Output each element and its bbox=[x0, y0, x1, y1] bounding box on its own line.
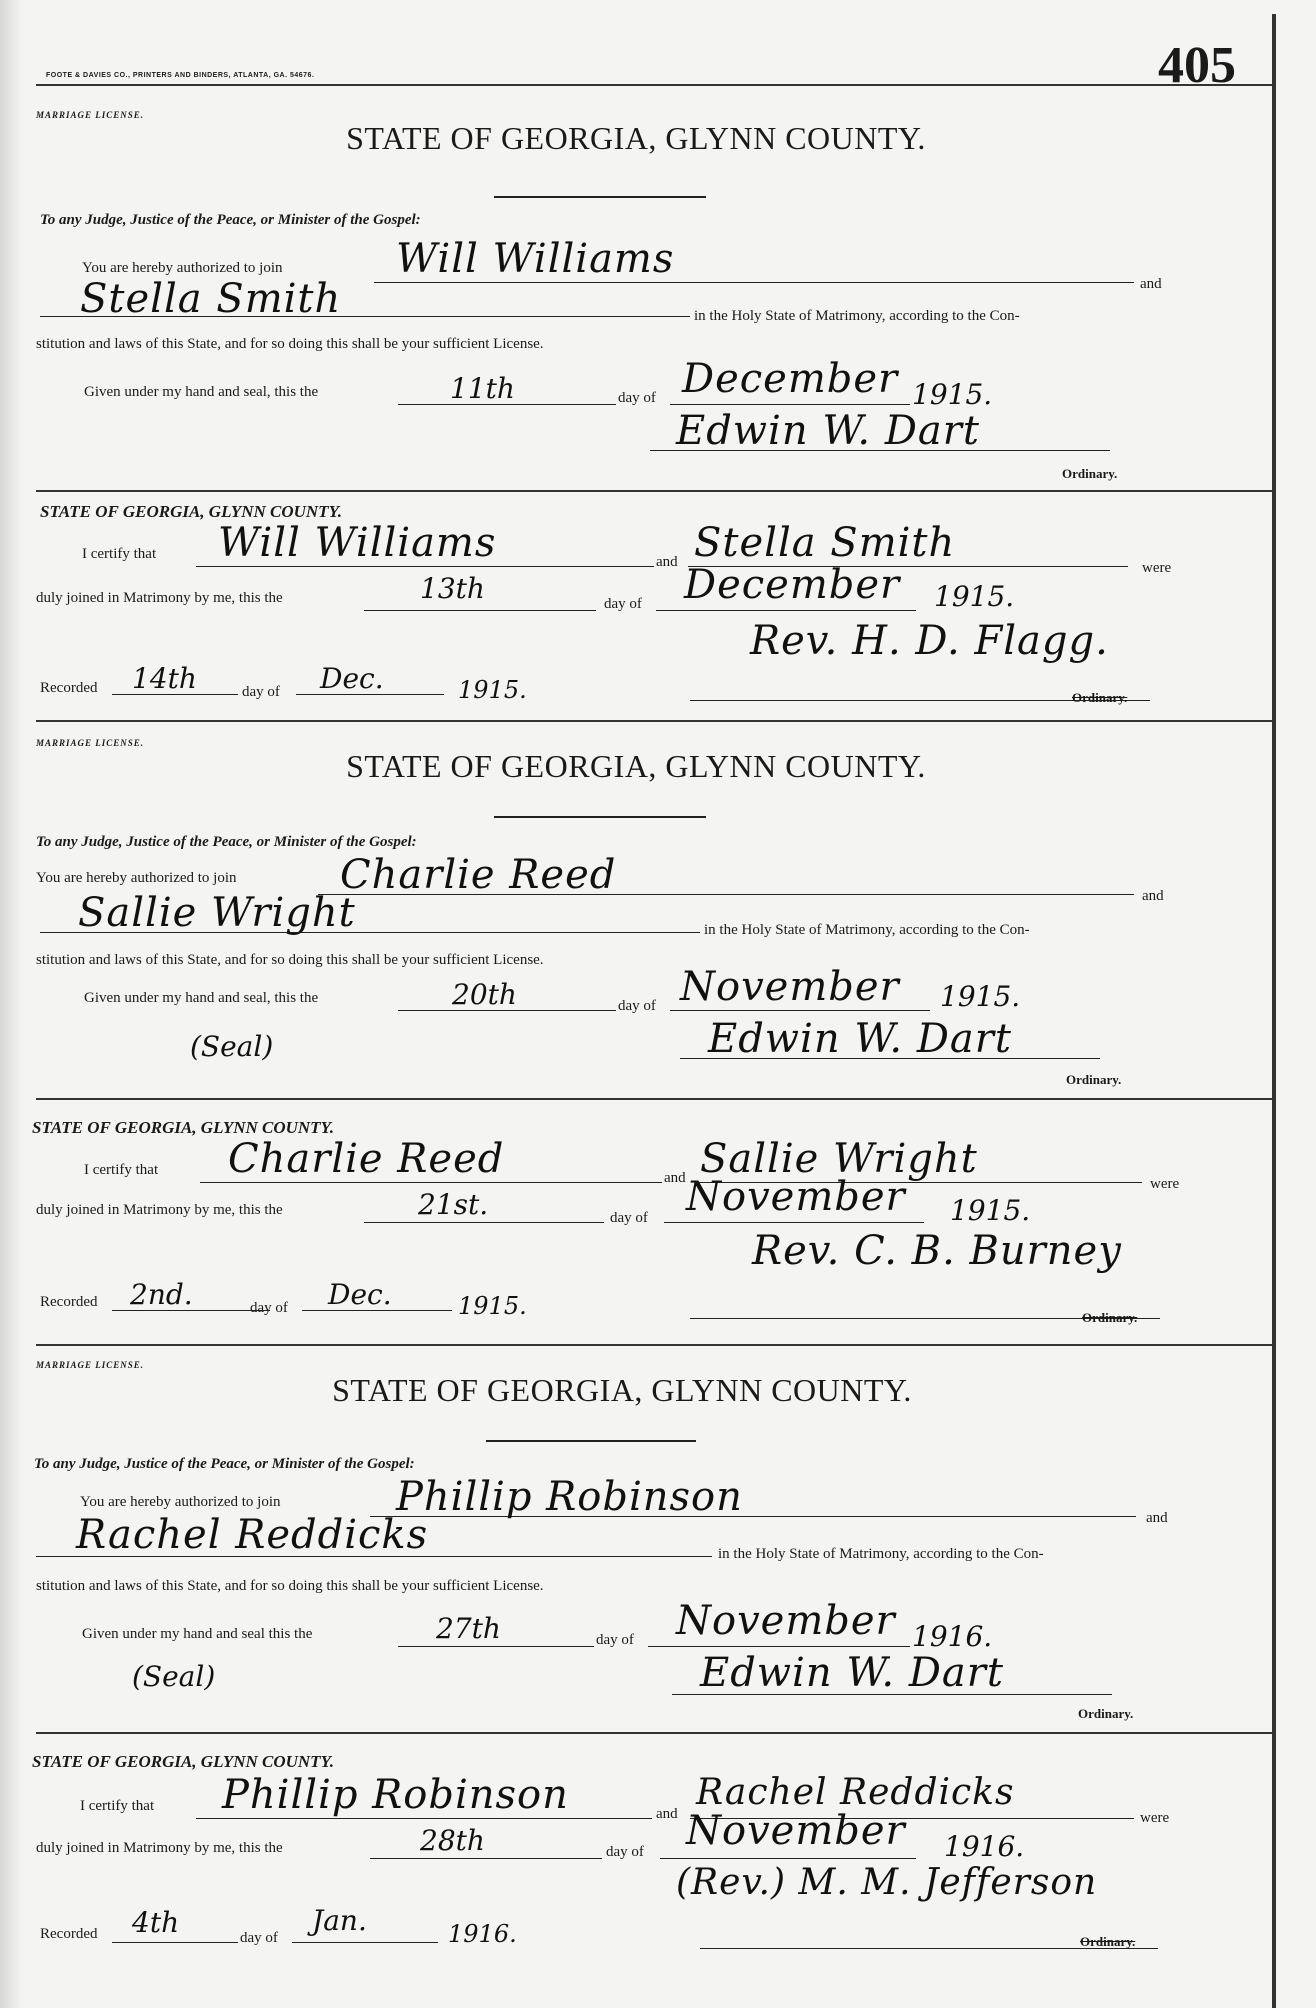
header-rule bbox=[486, 1440, 696, 1442]
cert-bride: Stella Smith bbox=[694, 520, 956, 566]
license-tag: MARRIAGE LICENSE. bbox=[36, 110, 145, 120]
and-label: and bbox=[1142, 888, 1164, 904]
cert-ordinary-label: Ordinary. bbox=[1072, 690, 1128, 705]
cert-groom: Phillip Robinson bbox=[222, 1772, 569, 1818]
married-day: 13th bbox=[420, 572, 485, 605]
header-rule bbox=[494, 816, 706, 818]
duly-label: duly joined in Matrimony by me, this the bbox=[36, 1202, 283, 1218]
certify-label: I certify that bbox=[80, 1798, 155, 1814]
recorded-day: 4th bbox=[132, 1906, 180, 1939]
license-year: 1916. bbox=[912, 1620, 993, 1653]
holy-state-label: in the Holy State of Matrimony, according to the Con- bbox=[718, 1546, 1044, 1562]
were-label: were bbox=[1142, 560, 1172, 576]
cert-groom-line bbox=[196, 566, 654, 567]
holy-state-label: in the Holy State of Matrimony, according to the Con- bbox=[704, 922, 1030, 938]
page-edge-line bbox=[1272, 14, 1276, 2008]
license-month-line bbox=[670, 404, 910, 405]
married-day-line bbox=[364, 610, 596, 611]
cert-groom-line bbox=[200, 1182, 662, 1183]
ordinary-signature: Edwin W. Dart bbox=[700, 1650, 1004, 1696]
cert-bride: Rachel Reddicks bbox=[696, 1772, 1015, 1813]
were-label: were bbox=[1150, 1176, 1180, 1192]
authorized-label: You are hereby authorized to join bbox=[36, 870, 237, 886]
cert-day-of-label: day of bbox=[610, 1210, 648, 1226]
cert-groom: Charlie Reed bbox=[228, 1136, 505, 1182]
ordinary-label: Ordinary. bbox=[1062, 466, 1118, 481]
married-day-line bbox=[370, 1858, 602, 1859]
married-month-line bbox=[656, 610, 916, 611]
license-tag: MARRIAGE LICENSE. bbox=[36, 738, 145, 748]
day-of-label: day of bbox=[596, 1632, 634, 1648]
recorded-day: 14th bbox=[132, 662, 197, 695]
married-year: 1915. bbox=[934, 580, 1015, 613]
given-label: Given under my hand and seal, this the bbox=[84, 990, 319, 1006]
cert-ordinary-label: Ordinary. bbox=[1082, 1310, 1138, 1325]
married-month-line bbox=[660, 1858, 916, 1859]
cert-and-label: and bbox=[664, 1170, 686, 1186]
married-month-line bbox=[664, 1222, 924, 1223]
married-day: 21st. bbox=[418, 1188, 489, 1221]
given-label: Given under my hand and seal this the bbox=[82, 1626, 313, 1642]
cert-ordinary-label: Ordinary. bbox=[1080, 1934, 1136, 1949]
cert-groom-line bbox=[196, 1818, 652, 1819]
married-day-line bbox=[364, 1222, 604, 1223]
license-year: 1915. bbox=[940, 980, 1021, 1013]
license-header: STATE OF GEORGIA, GLYNN COUNTY. bbox=[346, 120, 926, 156]
page-number: 405 bbox=[1158, 37, 1236, 94]
recorded-year: 1915. bbox=[458, 676, 527, 704]
license-year: 1915. bbox=[912, 378, 993, 411]
married-year: 1915. bbox=[950, 1194, 1031, 1227]
recorded-month: Jan. bbox=[312, 1904, 367, 1937]
ordinary-label: Ordinary. bbox=[1078, 1706, 1134, 1721]
bride-name: Sallie Wright bbox=[78, 890, 356, 936]
certify-label: I certify that bbox=[84, 1162, 159, 1178]
recorded-label: Recorded bbox=[40, 1926, 98, 1942]
record-divider bbox=[36, 1344, 1272, 1346]
cert-and-label: and bbox=[656, 554, 678, 570]
certificate-header: STATE OF GEORGIA, GLYNN COUNTY. bbox=[32, 1118, 334, 1137]
section-divider bbox=[36, 490, 1272, 492]
cert-bride: Sallie Wright bbox=[700, 1136, 978, 1182]
and-label: and bbox=[1140, 276, 1162, 292]
page-shadow bbox=[0, 0, 22, 2008]
recorded-label: Recorded bbox=[40, 680, 98, 696]
recorded-day-line bbox=[112, 1942, 238, 1943]
bride-name: Stella Smith bbox=[80, 276, 342, 322]
license-day: 20th bbox=[452, 978, 517, 1011]
to-any-line: To any Judge, Justice of the Peace, or Minister of the Gospel: bbox=[40, 212, 421, 228]
recorded-day-of-label: day of bbox=[250, 1300, 288, 1316]
recorded-month: Dec. bbox=[320, 662, 384, 695]
married-month: November bbox=[686, 1174, 906, 1220]
given-label: Given under my hand and seal, this the bbox=[84, 384, 319, 400]
license-tag: MARRIAGE LICENSE. bbox=[36, 1360, 145, 1370]
officiant-signature: Rev. H. D. Flagg. bbox=[750, 618, 1109, 664]
married-day: 28th bbox=[420, 1824, 485, 1857]
officiant-signature: Rev. C. B. Burney bbox=[752, 1228, 1122, 1274]
ordinary-signature: Edwin W. Dart bbox=[676, 408, 980, 454]
constitution-label: stitution and laws of this State, and for so doing this shall be your sufficient License. bbox=[36, 1578, 544, 1594]
duly-label: duly joined in Matrimony by me, this the bbox=[36, 1840, 283, 1856]
license-month: December bbox=[682, 356, 899, 402]
groom-name: Will Williams bbox=[396, 236, 675, 282]
were-label: were bbox=[1140, 1810, 1170, 1826]
holy-state-label: in the Holy State of Matrimony, according to the Con- bbox=[694, 308, 1020, 324]
license-header: STATE OF GEORGIA, GLYNN COUNTY. bbox=[346, 748, 926, 784]
duly-label: duly joined in Matrimony by me, this the bbox=[36, 590, 283, 606]
authorized-label: You are hereby authorized to join bbox=[80, 1494, 281, 1510]
married-year: 1916. bbox=[944, 1830, 1025, 1863]
day-of-label: day of bbox=[618, 998, 656, 1014]
to-any-line: To any Judge, Justice of the Peace, or Minister of the Gospel: bbox=[36, 834, 417, 850]
authorized-label: You are hereby authorized to join bbox=[82, 260, 283, 276]
cert-day-of-label: day of bbox=[606, 1844, 644, 1860]
printer-line: FOOTE & DAVIES CO., PRINTERS AND BINDERS, ATLANTA, GA. 54676. bbox=[46, 72, 315, 79]
certificate-header: STATE OF GEORGIA, GLYNN COUNTY. bbox=[40, 502, 342, 521]
license-month: November bbox=[680, 964, 900, 1010]
seal-mark: (Seal) bbox=[132, 1660, 216, 1693]
recorded-month-line bbox=[292, 1942, 438, 1943]
married-month: December bbox=[684, 562, 901, 608]
day-of-label: day of bbox=[618, 390, 656, 406]
constitution-label: stitution and laws of this State, and for so doing this shall be your sufficient License. bbox=[36, 336, 544, 352]
married-month: November bbox=[686, 1808, 906, 1854]
cert-day-of-label: day of bbox=[604, 596, 642, 612]
header-rule bbox=[494, 196, 706, 198]
license-month-line bbox=[670, 1010, 930, 1011]
ordinary-signature: Edwin W. Dart bbox=[708, 1016, 1012, 1062]
constitution-label: stitution and laws of this State, and for so doing this shall be your sufficient License. bbox=[36, 952, 544, 968]
certificate-header: STATE OF GEORGIA, GLYNN COUNTY. bbox=[32, 1752, 334, 1771]
license-header: STATE OF GEORGIA, GLYNN COUNTY. bbox=[332, 1372, 912, 1408]
recorded-day-of-label: day of bbox=[242, 684, 280, 700]
recorded-year: 1915. bbox=[458, 1292, 527, 1320]
groom-name: Charlie Reed bbox=[340, 852, 617, 898]
license-day: 11th bbox=[450, 372, 515, 405]
to-any-line: To any Judge, Justice of the Peace, or Minister of the Gospel: bbox=[34, 1456, 415, 1472]
license-day-line bbox=[398, 1646, 594, 1647]
cert-groom: Will Williams bbox=[218, 520, 497, 566]
recorded-month: Dec. bbox=[328, 1278, 392, 1311]
ordinary-label: Ordinary. bbox=[1066, 1072, 1122, 1087]
section-divider bbox=[36, 1732, 1272, 1734]
cert-and-label: and bbox=[656, 1806, 678, 1822]
recorded-year: 1916. bbox=[448, 1920, 517, 1948]
seal-mark: (Seal) bbox=[190, 1030, 274, 1063]
officiant-signature: (Rev.) M. M. Jefferson bbox=[676, 1862, 1098, 1903]
groom-line bbox=[374, 282, 1134, 283]
record-divider bbox=[36, 720, 1272, 722]
groom-name: Phillip Robinson bbox=[396, 1474, 743, 1520]
recorded-label: Recorded bbox=[40, 1294, 98, 1310]
recorded-day: 2nd. bbox=[130, 1278, 193, 1311]
bride-name: Rachel Reddicks bbox=[76, 1512, 429, 1558]
certify-label: I certify that bbox=[82, 546, 157, 562]
license-day: 27th bbox=[436, 1612, 501, 1645]
top-rule bbox=[36, 84, 1272, 86]
section-divider bbox=[36, 1098, 1272, 1100]
recorded-day-of-label: day of bbox=[240, 1930, 278, 1946]
license-month-line bbox=[648, 1646, 910, 1647]
license-month: November bbox=[676, 1598, 896, 1644]
and-label: and bbox=[1146, 1510, 1168, 1526]
